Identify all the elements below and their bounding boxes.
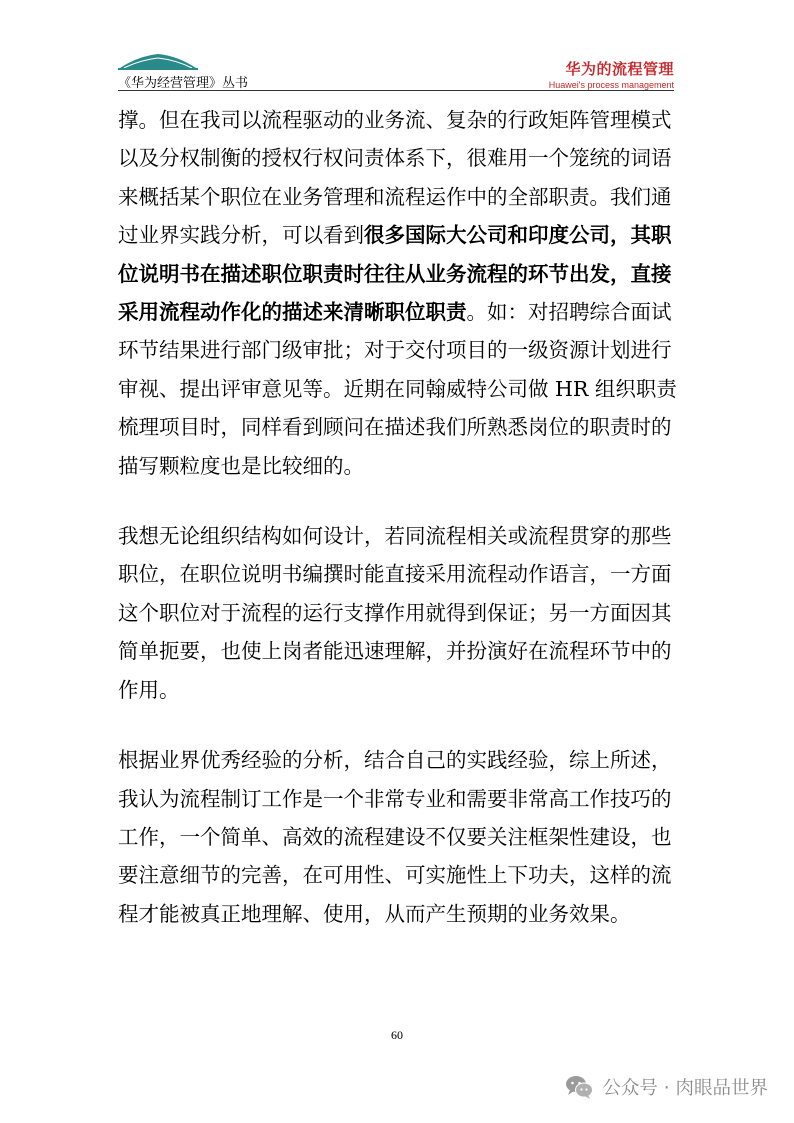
paragraph bbox=[118, 101, 680, 485]
text-segment: 撑。但在我司以流程驱动的业务流、复杂的行政矩阵管理模式以及分权制衡的授权行权问责体系下，很难用一个笼统的词语来概括某个职位在业务管理和流程运作中的全部职责。我们通过业界实践分析，可以看到 bbox=[118, 108, 672, 248]
series-title: 《华为经营管理》丛书 bbox=[118, 76, 249, 91]
brand-title: 华为的流程管理 bbox=[565, 60, 674, 78]
watermark-text: 公众号 · 肉眼品世界 bbox=[602, 1078, 768, 1099]
page-header bbox=[118, 52, 674, 92]
paragraph bbox=[118, 517, 680, 709]
header-divider bbox=[118, 90, 674, 91]
text-segment: 我想无论组织结构如何设计，若同流程相关或流程贯穿的那些职位，在职位说明书编撰时能直接采用流程动作语言，一方面这个职位对于流程的运行支撑作用就得到保证；另一方面因其简单扼要，也使上岗者能迅速理解，并扮演好在流程环节中的作用。 bbox=[118, 524, 672, 702]
text-segment: 。如：对招聘综合面试环节结果进行部门级审批；对于交付项目的一级资源计划进行审视、提出评审意见等。近期在同翰威特公司做 HR 组织职责梳理项目时，同样看到顾问在描述我们所熟悉岗位的职责时的描写颗粒度也是比较细的。 bbox=[118, 300, 677, 478]
paragraph bbox=[118, 741, 680, 933]
brand-subtitle: Huawei's process management bbox=[548, 80, 674, 90]
brand-block bbox=[549, 58, 674, 90]
wechat-icon bbox=[564, 1074, 594, 1100]
mountain-logo-icon bbox=[118, 52, 198, 72]
page-number: 60 bbox=[391, 1028, 403, 1042]
text-segment: 根据业界优秀经验的分析，结合自己的实践经验，综上所述，我认为流程制订工作是一个非常专业和需要非常高工作技巧的工作，一个简单、高效的流程建设不仅要关注框架性建设，也要注意细节的完善，在可用性、可实施性上下功夫，这样的流程才能被真正地理解、使用，从而产生预期的业务效果。 bbox=[118, 748, 672, 926]
bold-text-segment: 很多国际大公司和印度公司，其职位说明书在描述职位职责时往往从业务流程的环节出发，直接采用流程动作化的描述来清晰职位职责 bbox=[118, 223, 672, 325]
watermark bbox=[564, 1074, 768, 1100]
body-text bbox=[118, 101, 680, 965]
